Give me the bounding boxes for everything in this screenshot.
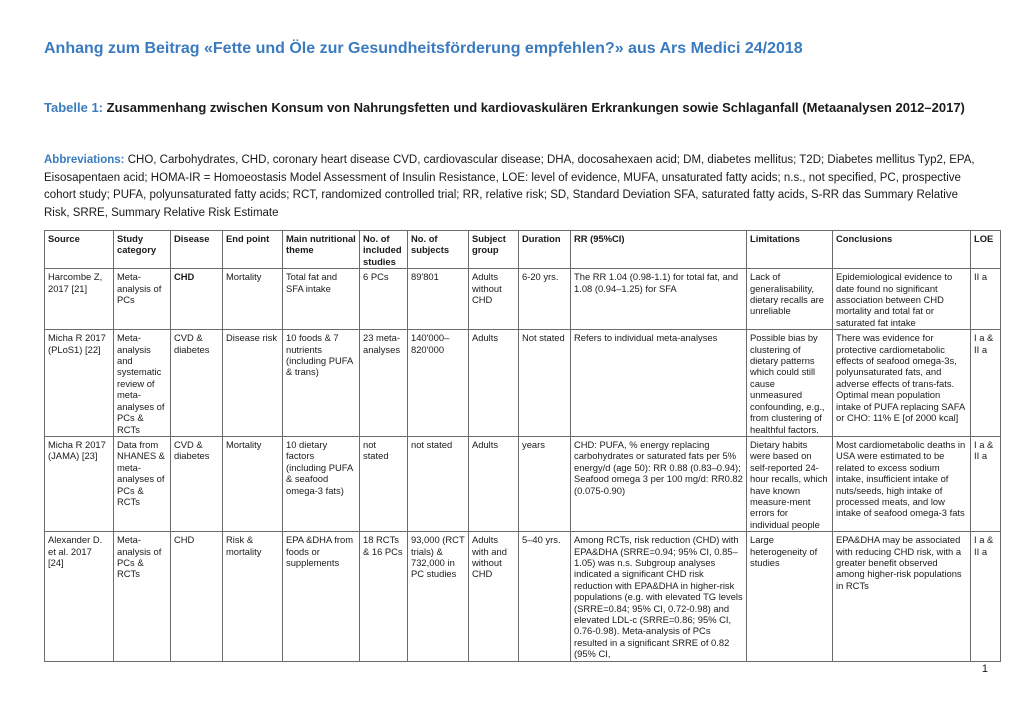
table-caption-text: Zusammenhang zwischen Konsum von Nahrungsfetten und kardiovaskulären Erkrankungen sowie Schlaganfall (Metaanalysen 2012–2017): [103, 100, 965, 115]
cell-end-point: Mortality: [223, 436, 283, 531]
cell-no-of-subjects: 89'801: [408, 269, 469, 330]
cell-end-point: Mortality: [223, 269, 283, 330]
cell-conclusions: There was evidence for protective cardiometabolic effects of seafood omega-3s, polyunsaturated fats, and adverse effects of trans-fats. Optimal mean population intake of PUFA replacing SAFA or CHO: 11% E [of 2000 kcal]: [833, 330, 971, 437]
cell-no-of-studies: not stated: [360, 436, 408, 531]
cell-no-of-subjects: 93,000 (RCT trials) & 732,000 in PC studies: [408, 532, 469, 661]
abbreviations-label: Abbreviations:: [44, 154, 125, 166]
page-title: Anhang zum Beitrag «Fette und Öle zur Gesundheitsförderung empfehlen?» aus Ars Medici 24/2018: [44, 40, 803, 57]
col-header-disease: Disease: [171, 231, 223, 269]
col-header-duration: Duration: [519, 231, 571, 269]
meta-analyses-table: [44, 230, 1001, 662]
table-row: [45, 436, 1001, 531]
cell-source: Alexander D. et al. 2017 [24]: [45, 532, 114, 661]
col-header-end-point: End point: [223, 231, 283, 269]
col-header-main-nutritional-theme: Main nutritional theme: [283, 231, 360, 269]
abbreviations-text: CHO, Carbohydrates, CHD, coronary heart disease CVD, cardiovascular disease; DHA, docosahexaen acid; DM, diabetes mellitus; T2D; Diabetes mellitus Typ2, EPA, Eisosapentaen acid; HOMA-IR = Homoeostasis Model Assessment of Insulin Resistance, LOE: level of evidence, MUFA, unsaturated fatty acids; n.s., not specified, PC, prospective cohort study; PUFA, polyunsaturated fatty acids; RCT, randomized controlled trial; RR, relative risk; SD, Standard Deviation SFA, saturated fatty acids, S-RR das Summary Relative Risk, SRRE, Summary Relative Risk Estimate: [44, 154, 975, 219]
cell-source: Micha R 2017 (PLoS1) [22]: [45, 330, 114, 437]
col-header-loe: LOE: [971, 231, 1001, 269]
col-header-source: Source: [45, 231, 114, 269]
cell-subject-group: Adults with and without CHD: [469, 532, 519, 661]
cell-source: Micha R 2017 (JAMA) [23]: [45, 436, 114, 531]
table-header-row: [45, 231, 1001, 269]
abbreviations-paragraph: [44, 152, 984, 222]
cell-source: Harcombe Z, 2017 [21]: [45, 269, 114, 330]
cell-loe: I a & II a: [971, 532, 1001, 661]
cell-no-of-studies: 23 meta-analyses: [360, 330, 408, 437]
col-header-subject-group: Subject group: [469, 231, 519, 269]
cell-rr: Refers to individual meta-analyses: [571, 330, 747, 437]
table-row: [45, 532, 1001, 661]
col-header-limitations: Limitations: [747, 231, 833, 269]
cell-main-nutritional-theme: Total fat and SFA intake: [283, 269, 360, 330]
cell-disease: CHD: [171, 532, 223, 661]
cell-disease: CVD & diabetes: [171, 436, 223, 531]
cell-study-category: Data from NHANES & meta-analyses of PCs & RCTs: [114, 436, 171, 531]
cell-rr: The RR 1.04 (0.98-1.1) for total fat, and 1.08 (0.94–1.25) for SFA: [571, 269, 747, 330]
cell-duration: years: [519, 436, 571, 531]
cell-subject-group: Adults: [469, 330, 519, 437]
cell-subject-group: Adults: [469, 436, 519, 531]
page-number: 1: [981, 663, 988, 675]
cell-duration: Not stated: [519, 330, 571, 437]
table-row: [45, 330, 1001, 437]
cell-no-of-studies: 18 RCTs & 16 PCs: [360, 532, 408, 661]
cell-disease: CHD: [171, 269, 223, 330]
cell-loe: II a: [971, 269, 1001, 330]
col-header-no-of-included-studies: No. of included studies: [360, 231, 408, 269]
cell-conclusions: Most cardiometabolic deaths in USA were estimated to be related to excess sodium intake, insufficient intake of nuts/seeds, high intake of processed meats, and low intake of seafood omega-3 fats: [833, 436, 971, 531]
cell-main-nutritional-theme: 10 dietary factors (including PUFA & seafood omega-3 fats): [283, 436, 360, 531]
cell-end-point: Risk & mortality: [223, 532, 283, 661]
cell-no-of-subjects: not stated: [408, 436, 469, 531]
col-header-no-of-subjects: No. of subjects: [408, 231, 469, 269]
table-row: [45, 269, 1001, 330]
cell-limitations: Large heterogeneity of studies: [747, 532, 833, 661]
cell-rr: Among RCTs, risk reduction (CHD) with EPA&DHA (SRRE=0.94; 95% CI, 0.85–1.05) was n.s. Subgroup analyses indicated a significant CHD risk reduction with EPA&DHA in higher-risk populations (e.g. with elevated TG levels (SRRE=0.84; 95% CI, 0.72-0.98) and elevated LDL-c (SRRE=0.86; 95% CI, 0.76-0.98). Meta-analysis of PCs resulted in a significant SRRE of 0.82 (95% CI,: [571, 532, 747, 661]
cell-loe: I a & II a: [971, 330, 1001, 437]
cell-duration: 6-20 yrs.: [519, 269, 571, 330]
table-caption: [44, 99, 984, 117]
table-caption-label: Tabelle 1:: [44, 100, 104, 115]
cell-no-of-studies: 6 PCs: [360, 269, 408, 330]
cell-duration: 5–40 yrs.: [519, 532, 571, 661]
cell-limitations: Dietary habits were based on self-reported 24-hour recalls, which have known measure-ment errors for individual people: [747, 436, 833, 531]
cell-limitations: Possible bias by clustering of dietary patterns which could still cause unmeasured confounding, e.g., from clustering of healthful factors.: [747, 330, 833, 437]
cell-no-of-subjects: 140'000–820'000: [408, 330, 469, 437]
cell-conclusions: EPA&DHA may be associated with reducing CHD risk, with a greater benefit observed among higher-risk populations in RCTs: [833, 532, 971, 661]
cell-main-nutritional-theme: 10 foods & 7 nutrients (including PUFA & trans): [283, 330, 360, 437]
cell-study-category: Meta-analysis of PCs & RCTs: [114, 532, 171, 661]
cell-study-category: Meta-analysis and systematic review of meta-analyses of PCs & RCTs: [114, 330, 171, 437]
cell-main-nutritional-theme: EPA &DHA from foods or supplements: [283, 532, 360, 661]
cell-subject-group: Adults without CHD: [469, 269, 519, 330]
col-header-conclusions: Conclusions: [833, 231, 971, 269]
cell-conclusions: Epidemiological evidence to date found no significant association between CHD mortality and total fat or saturated fat intake: [833, 269, 971, 330]
col-header-rr: RR (95%CI): [571, 231, 747, 269]
cell-end-point: Disease risk: [223, 330, 283, 437]
col-header-study-category: Study category: [114, 231, 171, 269]
cell-loe: I a & II a: [971, 436, 1001, 531]
cell-limitations: Lack of generalisability, dietary recalls are unreliable: [747, 269, 833, 330]
cell-disease: CVD & diabetes: [171, 330, 223, 437]
cell-rr: CHD: PUFA, % energy replacing carbohydrates or saturated fats per 5% energy/d (age 50): RR 0.88 (0.83–0.94); Seafood omega 3 per 100 mg/d: RR0.82 (0.075-0.90): [571, 436, 747, 531]
cell-study-category: Meta-analysis of PCs: [114, 269, 171, 330]
